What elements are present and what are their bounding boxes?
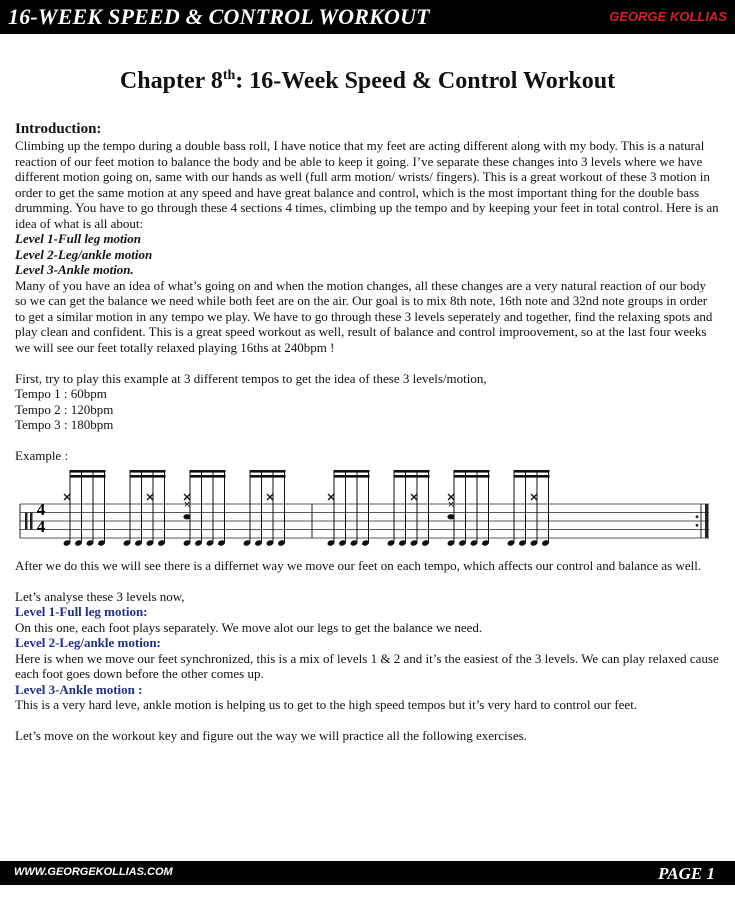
intro-paragraph-2: Many of you have an idea of what’s going on and when the motion changes, all these changes are a very natural reaction of our body so we can get the balance we need while both feet are on the air. Our goal is to mix 8th note, 16th note and 32nd note groups in order to get a similar motion in any tempo we play. We have to go through these 3 levels seperately and together, find the relaxing spots and play clean and confident. This is a great speed workout as well, result of balance and control improovement, so at the last four weeks we will see our feet totally relaxed playing 16ths at 240bpm ! [15,277,713,355]
intro-level-1: Level 1-Full leg motion [15,231,142,246]
cymbal-note [328,494,334,500]
header-title: 16-WEEK SPEED & CONTROL WORKOUT [8,4,430,29]
beam [130,475,166,478]
beam [190,475,226,478]
percussion-clef [25,512,28,529]
cymbal-note [531,494,537,500]
beam [190,470,226,473]
page-header [0,0,735,34]
footer-page-number: PAGE 1 [658,864,715,883]
sixteenth-note-group [243,470,286,547]
percussion-clef [30,512,33,529]
snare-note [183,514,190,519]
beam [70,470,106,473]
intro-paragraph-1: Climbing up the tempo during a double bass roll, I have notice that my feet are acting different along with my body. This is a natural reaction of our feet motion to balance the body and be able to keep it going. I’ve separate these changes into 3 levels where we have different motion going on, same with our hands as well (full arm motion/ wrists/ fingers). This is a great workout of these 3 motion in order to get the same motion at any speed and have great balance and control, which is the most important thing for the double bass drumming. You have to go through these 4 sections 4 times, climbing up the tempo and by keeping your feet in total control. Here is an idea of what is all about: [15,138,719,231]
sixteenth-note-group [183,470,226,547]
analysis-level-3-text: This is a very hard leve, ankle motion is helping us to get to the high speed tempos but it’s very hard to control our feet. [15,697,638,712]
beam [130,470,166,473]
intro-level-3: Level 3-Ankle motion. [15,262,134,277]
intro-heading: Introduction: [15,121,102,137]
example-label: Example : [15,448,69,463]
beam [250,475,286,478]
analysis-intro: Let’s analyse these 3 levels now, [15,588,185,604]
analysis-level-1-text: On this one, each foot plays separately. We move alot our legs to get the balance we need. [15,619,483,635]
beam [454,475,490,478]
intro-level-2: Level 2-Leg/ankle motion [15,246,153,262]
tempo-3: Tempo 3 : 180bpm [15,417,114,432]
staff-lines [20,504,709,538]
after-example-text: After we do this we will see there is a differnet way we move our feet on each tempo, which affects our control and balance as well. [15,557,702,573]
repeat-dot [696,523,699,526]
footer-url[interactable]: WWW.GEORGEKOLLIAS.COM [14,866,173,878]
page-content [15,121,720,744]
sixteenth-note-group [123,470,166,547]
sixteenth-note-group [447,470,490,547]
sixteenth-note-group [327,470,370,547]
sixteenth-note-group [507,470,550,547]
repeat-dot [696,515,699,518]
tempo-intro: First, try to play this example at 3 different tempos to get the idea of these 3 levels/motion, [15,370,487,386]
cymbal-note [147,494,153,500]
closing-text: Let’s move on the workout key and figure out the way we will practice all the following exercises. [15,728,527,743]
tempo-1: Tempo 1 : 60bpm [15,386,107,401]
chapter-title [0,68,735,95]
snare-note [447,514,454,519]
tempo-2: Tempo 2 : 120bpm [15,401,114,417]
beam [70,475,106,478]
beam [454,470,490,473]
analysis-level-1-title: Level 1-Full leg motion: [15,604,148,619]
chapter-ordinal: th [222,68,236,83]
sixteenth-note-group [387,470,430,547]
cymbal-note [411,494,417,500]
beam [334,475,370,478]
cymbal-note [267,494,273,500]
page-footer [0,861,735,920]
drum-notation [15,468,720,548]
beam [334,470,370,473]
beam [394,475,430,478]
header-brand: GEORGE KOLLIAS [609,9,727,24]
analysis-level-2-text: Here is when we move our feet synchronized, this is a mix of levels 1 & 2 and it’s the easiest of the 3 levels. We can play relaxed cause each foot goes down before the other comes up. [15,650,719,681]
sixteenth-note-group [63,470,106,547]
beam [514,470,550,473]
accent-mark: × [183,499,191,510]
beam [250,470,286,473]
chapter-prefix: Chapter 8 [119,68,223,94]
cymbal-note [64,494,70,500]
time-signature-bottom: 4 [36,516,46,536]
beam [394,470,430,473]
analysis-level-2-title: Level 2-Leg/ankle motion: [15,635,161,650]
note-groups [63,470,550,547]
barline-final [705,504,709,538]
beam [514,475,550,478]
accent-mark: × [447,499,455,510]
time-signature-top: 4 [36,499,46,519]
analysis-level-3-title: Level 3-Ankle motion : [15,681,143,697]
footer-bar [0,861,735,885]
chapter-suffix: : 16-Week Speed & Control Workout [235,68,616,94]
